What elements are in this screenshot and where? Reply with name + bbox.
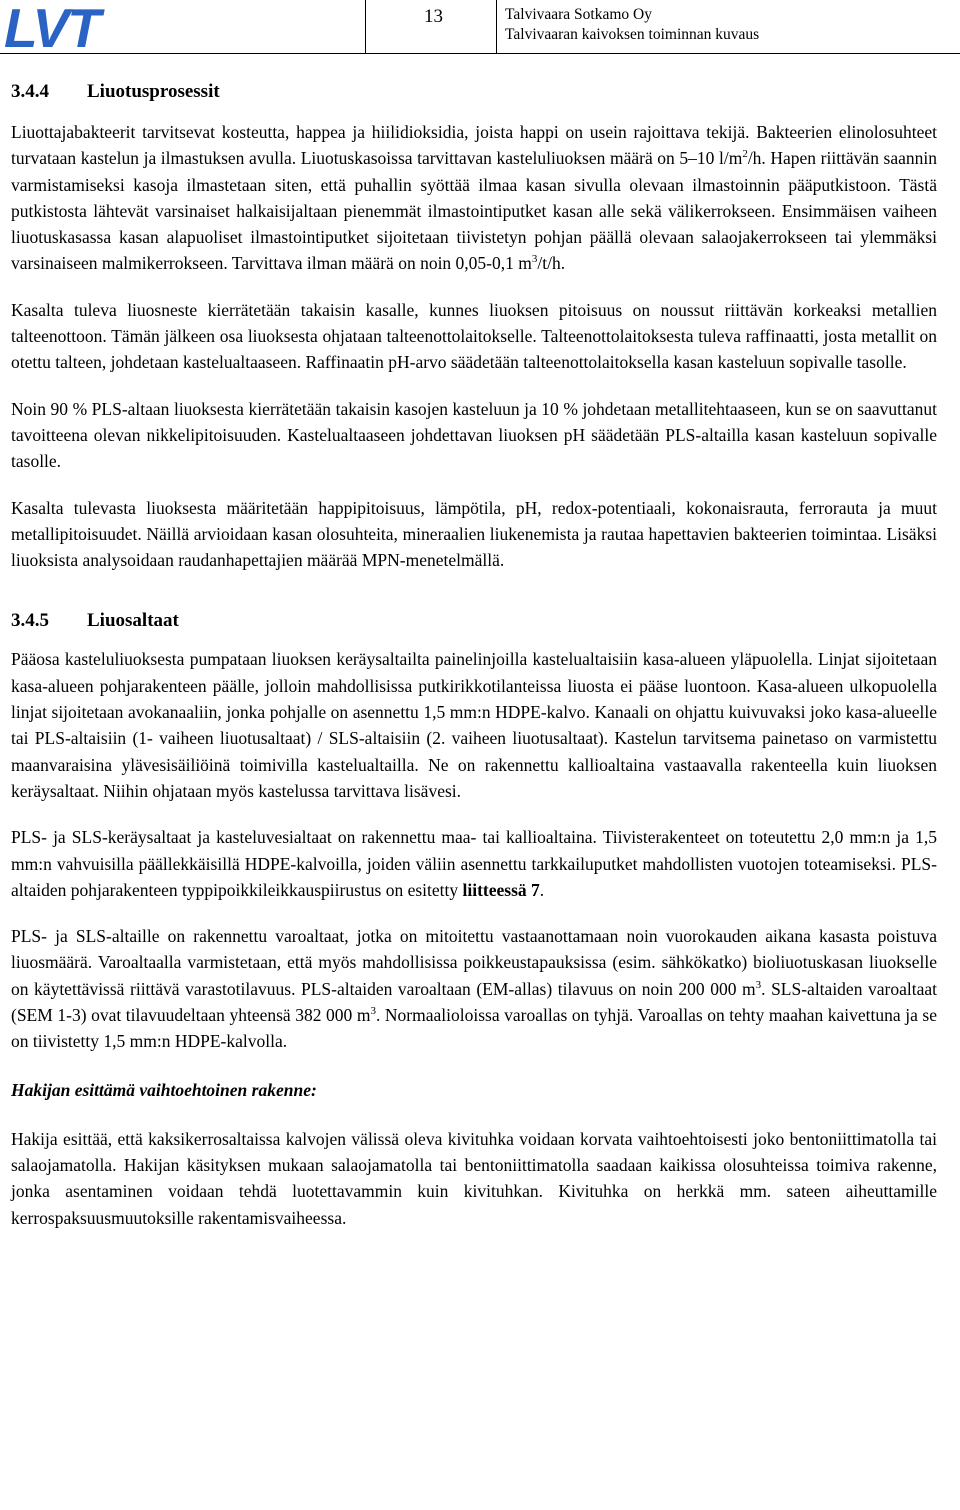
paragraph: PLS- ja SLS-altaille on rakennettu varoaltaat, jotka on mitoitettu vastaanottamaan noin vuorokauden aikana kasasta poistuva liuosmäärä. Varoaltaalla varmistetaan, että myös mahdollisissa poikkeustapauksissa (esim. sähkökatko) bioliuotuskasan liuokselle on käytettävissä riittävä varastotilavuus. PLS-altaiden varoaltaan (EM-allas) tilavuus on noin 200 000 $m^3$. SLS-altaiden varoaltaat (SEM 1-3) ovat tilavuudeltaan yhteensä 382 000 $m^3$. Normaalioloissa varoallas on tyhjä. Varoallas on tehty maahan kaivettuna ja se on tiivistetty 1,5 mm:n HDPE-kalvolla. [11, 926, 937, 1052]
paragraph: Kasalta tuleva liuosneste kierrätetään takaisin kasalle, kunnes liuoksen pitoisuus on noussut riittävän korkeaksi metallien talteenottoon. Tämän jälkeen osa liuoksesta ohjataan talteenottolaitokselle. Talteenottolaitoksesta tuleva raffinaatti, josta metallit on otettu talteen, johdetaan kastelualtaaseen. Raffinaatin pH-arvo säädetään talteenottolaitoksella kasan kasteluun sopivalle tasolle. [11, 299, 937, 373]
header-titles [505, 5, 955, 45]
logo-text: LVT [4, 2, 99, 52]
paragraph: PLS- ja SLS-keräysaltaat ja kasteluvesialtaat on rakennettu maa- tai kallioaltaina. Tiivisterakenteet on toteutettu 2,0 mm:n ja 1,5 mm:n vahvuisilla päällekkäisillä HDPE-kalvoilla, joiden väliin asennettu tarkkailuputket mahdollisten vuotojen toteamiseksi. PLS-altaiden pohjarakenteen typpipoikkileikkauspiirustus on esitetty liitteessä 7. [11, 827, 937, 900]
section-number: 3.4.5 [11, 610, 49, 632]
section-number: 3.4.4 [11, 81, 49, 102]
document-title: Talvivaaran kaivoksen toiminnan kuvaus [505, 26, 760, 43]
paragraph: Hakija esittää, että kaksikerrosaltaissa kalvojen välissä oleva kivituhka voidaan korvata vaihtoehtoisesti joko bentoniittimatolla tai salaojamatolla. Hakijan käsityksen mukaan salaojamatolla tai bentoniittimatolla saadaan kaikissa olosuhteissa toimiva rakenne, jonka asentaminen voidaan tehdä luotettavammin kuin kivituhkan. Kivituhka on herkkä mm. sateen aiheuttamille kerrospaksuusmuutoksille rakentamisvaiheessa. [11, 1128, 937, 1228]
page-number-box [365, 0, 497, 53]
section-title: Liuosaltaat [87, 610, 179, 632]
page-header [0, 0, 960, 56]
section-heading-345 [11, 608, 937, 634]
paragraph: Liuottajabakteerit tarvitsevat kosteutta, happea ja hiilidioksidia, joista happi on usein rajoittava tekijä. Bakteerien elinolosuhteet turvataan kastelun ja ilmastuksen avulla. Liuotuskasoissa tarvittavan kasteluliuoksen määrä on 5–10 $l/m^2/h$. Hapen riittävän saannin varmistamiseksi kasoja ilmastetaan siten, että puhallin syöttää ilmaa kasan sivulla olevaan ilmastoinnin pääputkistoon. Tästä putkistosta lähtevät varsinaiset halkaisijaltaan pienemmät ilmastointiputket kasan alle sekä välikerrokseen. Ensimmäisen vaiheen liuotuskasassa kasan alapuoliset ilmastointiputket sijoitetaan tiivistetyn pohjan päällä olevaan salaojakerrokseen tai ylemmäksi varsinaiseen malmikerrokseen. Tarvittava ilman määrä on noin 0,05-0,1 $m^3/t/h$. [11, 122, 937, 274]
header-divider [0, 53, 960, 54]
section-title: Liuotusprosessit [87, 81, 220, 102]
lvt-logo [4, 2, 132, 52]
appendix-reference: liitteessä 7 [462, 879, 540, 900]
page-number: 13 [424, 6, 443, 27]
subheading: Hakijan esittämä vaihtoehtoinen rakenne: [11, 1079, 317, 1100]
company-name: Talvivaara Sotkamo Oy [505, 6, 652, 23]
section-heading-344 [11, 79, 937, 105]
paragraph: Pääosa kasteluliuoksesta pumpataan liuoksen keräysaltailta painelinjoilla kastelualtaisiin kasa-alueen yläpuolella. Linjat sijoitetaan kasa-alueen pohjarakenteen päälle, jolloin mahdollisissa putkirikkotilanteissa liuosta ei pääse luontoon. Kasa-alueen ulkopuolella linjat sijoitetaan avokanaaliin, jonka pohjalle on asennettu 1,5 mm:n HDPE-kalvo. Kanaali on ohjattu kuivuvaksi joko kasa-alueelle tai PLS-altaisiin (1- vaiheen liuotusaltaat) / SLS-altaisiin (2. vaiheen liuotusaltaat). Kastelun tarvitsema painetaso on varmistettu maanvaraisina ylävesisäiliöinä toimivilla kastelualtailla. Ne on rakennettu kallioaltaina vastaavalla rakenteella kuin liuoksen keräysaltaat. Niihin ohjataan myös kastelussa tarvittava lisävesi. [11, 649, 937, 801]
paragraph: Kasalta tulevasta liuoksesta määritetään happipitoisuus, lämpötila, pH, redox-potentiaali, kokonaisrauta, ferrorauta ja muut metallipitoisuudet. Näillä arvioidaan kasan olosuhteita, mineraalien liukenemista ja rautaa hapettavien bakteerien toimintaa. Lisäksi liuoksista analysoidaan raudanhapettajien määrää MPN-menetelmällä. [11, 497, 937, 571]
paragraph: Noin 90 % PLS-altaan liuoksesta kierrätetään takaisin kasojen kasteluun ja 10 % johdetaan metallitehtaaseen, kun se on saavuttanut tavoitteena olevan nikkelipitoisuuden. Kastelualtaaseen johdettavan liuoksen pH säädetään PLS-altailla kasan kasteluun sopivalle tasolle. [11, 398, 937, 472]
document-body [11, 79, 937, 1231]
